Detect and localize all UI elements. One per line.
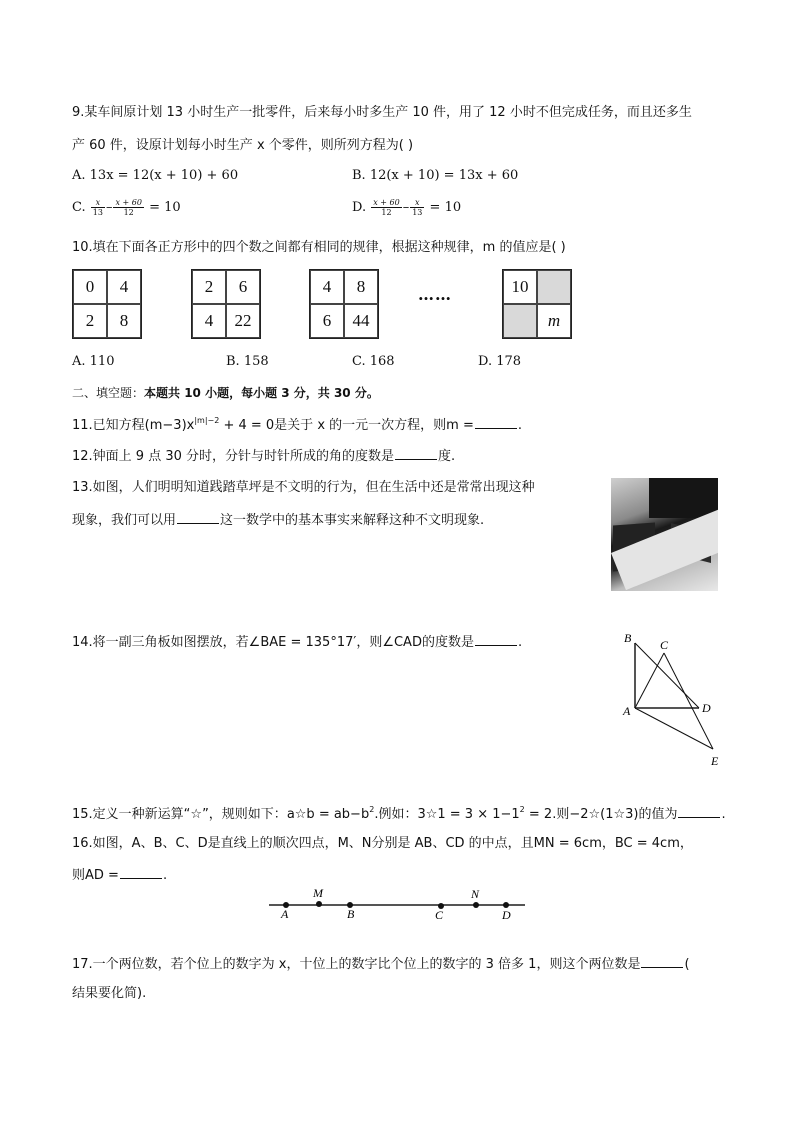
q9-option-b: B. 12(x + 10) = 13x + 60	[352, 168, 519, 183]
triangle-set-figure	[615, 625, 735, 770]
number-square-2	[191, 269, 261, 339]
option-d-label: D.	[352, 200, 367, 215]
fraction: $\frac{x}{13}$	[412, 198, 423, 217]
shaded-cell	[537, 270, 571, 304]
cell: 2	[73, 304, 107, 338]
section-heading: 二、填空题：本题共 10 小题，每小题 3 分，共 30 分。	[72, 386, 379, 400]
q16-line2: 则AD = .	[72, 868, 168, 883]
number-square-4	[502, 269, 572, 339]
fraction: $\frac{x}{13}$	[92, 198, 103, 217]
cell-m: m	[537, 304, 571, 338]
q9-line1: 9.某车间原计划 13 小时生产一批零件，后来每小时多生产 10 件，用了 12 小时不但完成任务，而且还多生	[72, 105, 692, 120]
q11: 11.已知方程$(m-3)x^{|m|-2} + 4 = 0$是关于 x 的一元一次方程，则m = .	[72, 416, 522, 433]
answer-blank[interactable]	[395, 447, 437, 460]
answer-blank[interactable]	[177, 511, 219, 524]
q13-line2: 现象，我们可以用 这一数学中的基本事实来解释这种不文明现象.	[72, 513, 485, 528]
fraction: $\frac{x + 60}{12}$	[373, 198, 400, 217]
shaded-cell	[503, 304, 537, 338]
number-line-figure	[265, 882, 530, 922]
lawn-shortcut-photo	[611, 478, 718, 591]
label-c: C	[660, 638, 669, 652]
q9-line2: 产 60 件，设原计划每小时生产 x 个零件，则所列方程为( )	[72, 138, 414, 153]
q10-text: 10.填在下面各正方形中的四个数之间都有相同的规律，根据这种规律，m 的值应是( )	[72, 240, 566, 255]
q13-line1: 13.如图，人们明明知道践踏草坪是不文明的行为，但在生活中还是常常出现这种	[72, 480, 535, 495]
q12: 12.钟面上 9 点 30 分时，分针与时针所成的角的度数是 度.	[72, 449, 456, 464]
point-a: A	[281, 907, 289, 921]
point-n: N	[471, 887, 480, 901]
number-square-3	[309, 269, 379, 339]
point-c: C	[435, 908, 444, 922]
point-d: D	[502, 908, 511, 922]
point-b: B	[347, 907, 355, 921]
q16-line1: 16.如图，A、B、C、D是直线上的顺次四点，M、N分别是 AB、CD 的中点，且MN = 6cm，BC = 4cm，	[72, 836, 693, 851]
q10-option-c: C. 168	[352, 354, 395, 369]
number-square-1	[72, 269, 142, 339]
q9-option-c: C. $\frac{x}{13}$ – $\frac{x + 60}{12}$ = 10	[72, 198, 181, 217]
cell: 0	[73, 270, 107, 304]
q9-option-a: A. 13x = 12(x + 10) + 60	[72, 168, 239, 183]
q10-option-b: B. 158	[226, 354, 269, 369]
cell: 44	[344, 304, 378, 338]
answer-blank[interactable]	[678, 805, 720, 818]
q9-option-d: D. $\frac{x + 60}{12}$ – $\frac{x}{13}$ = 10	[352, 198, 462, 217]
q15: 15.定义一种新运算“☆”，规则如下：a☆b = $ab-b^2$.例如：3☆1 = $3 \times 1-1^2 = 2$.则−2☆(1☆3)的值为 .	[72, 805, 726, 822]
cell: 8	[344, 270, 378, 304]
answer-blank[interactable]	[641, 955, 683, 968]
cell: 6	[226, 270, 260, 304]
cell: 4	[310, 270, 344, 304]
q17-line1: 17.一个两位数，若个位上的数字为 x，十位上的数字比个位上的数字的 3 倍多 1，则这个两位数是 (	[72, 957, 690, 972]
cell: 8	[107, 304, 141, 338]
fraction: $\frac{x + 60}{12}$	[115, 198, 142, 217]
q17-line2: 结果要化简).	[72, 986, 147, 1001]
cell: 22	[226, 304, 260, 338]
cell: 10	[503, 270, 537, 304]
ellipsis: ……	[418, 285, 452, 304]
label-d: D	[702, 701, 711, 715]
q14: 14.将一副三角板如图摆放，若∠BAE = 135°17′，则∠CAD的度数是 .	[72, 635, 523, 650]
answer-blank[interactable]	[475, 633, 517, 646]
cell: 2	[192, 270, 226, 304]
cell: 4	[107, 270, 141, 304]
label-b: B	[624, 631, 632, 645]
cell: 4	[192, 304, 226, 338]
cell: 6	[310, 304, 344, 338]
label-a: A	[623, 704, 631, 718]
q10-option-a: A. 110	[72, 354, 115, 369]
point-m: M	[313, 886, 323, 900]
answer-blank[interactable]	[120, 866, 162, 879]
q10-option-d: D. 178	[478, 354, 522, 369]
label-e: E	[711, 754, 719, 768]
answer-blank[interactable]	[475, 416, 517, 429]
option-c-label: C.	[72, 200, 86, 215]
